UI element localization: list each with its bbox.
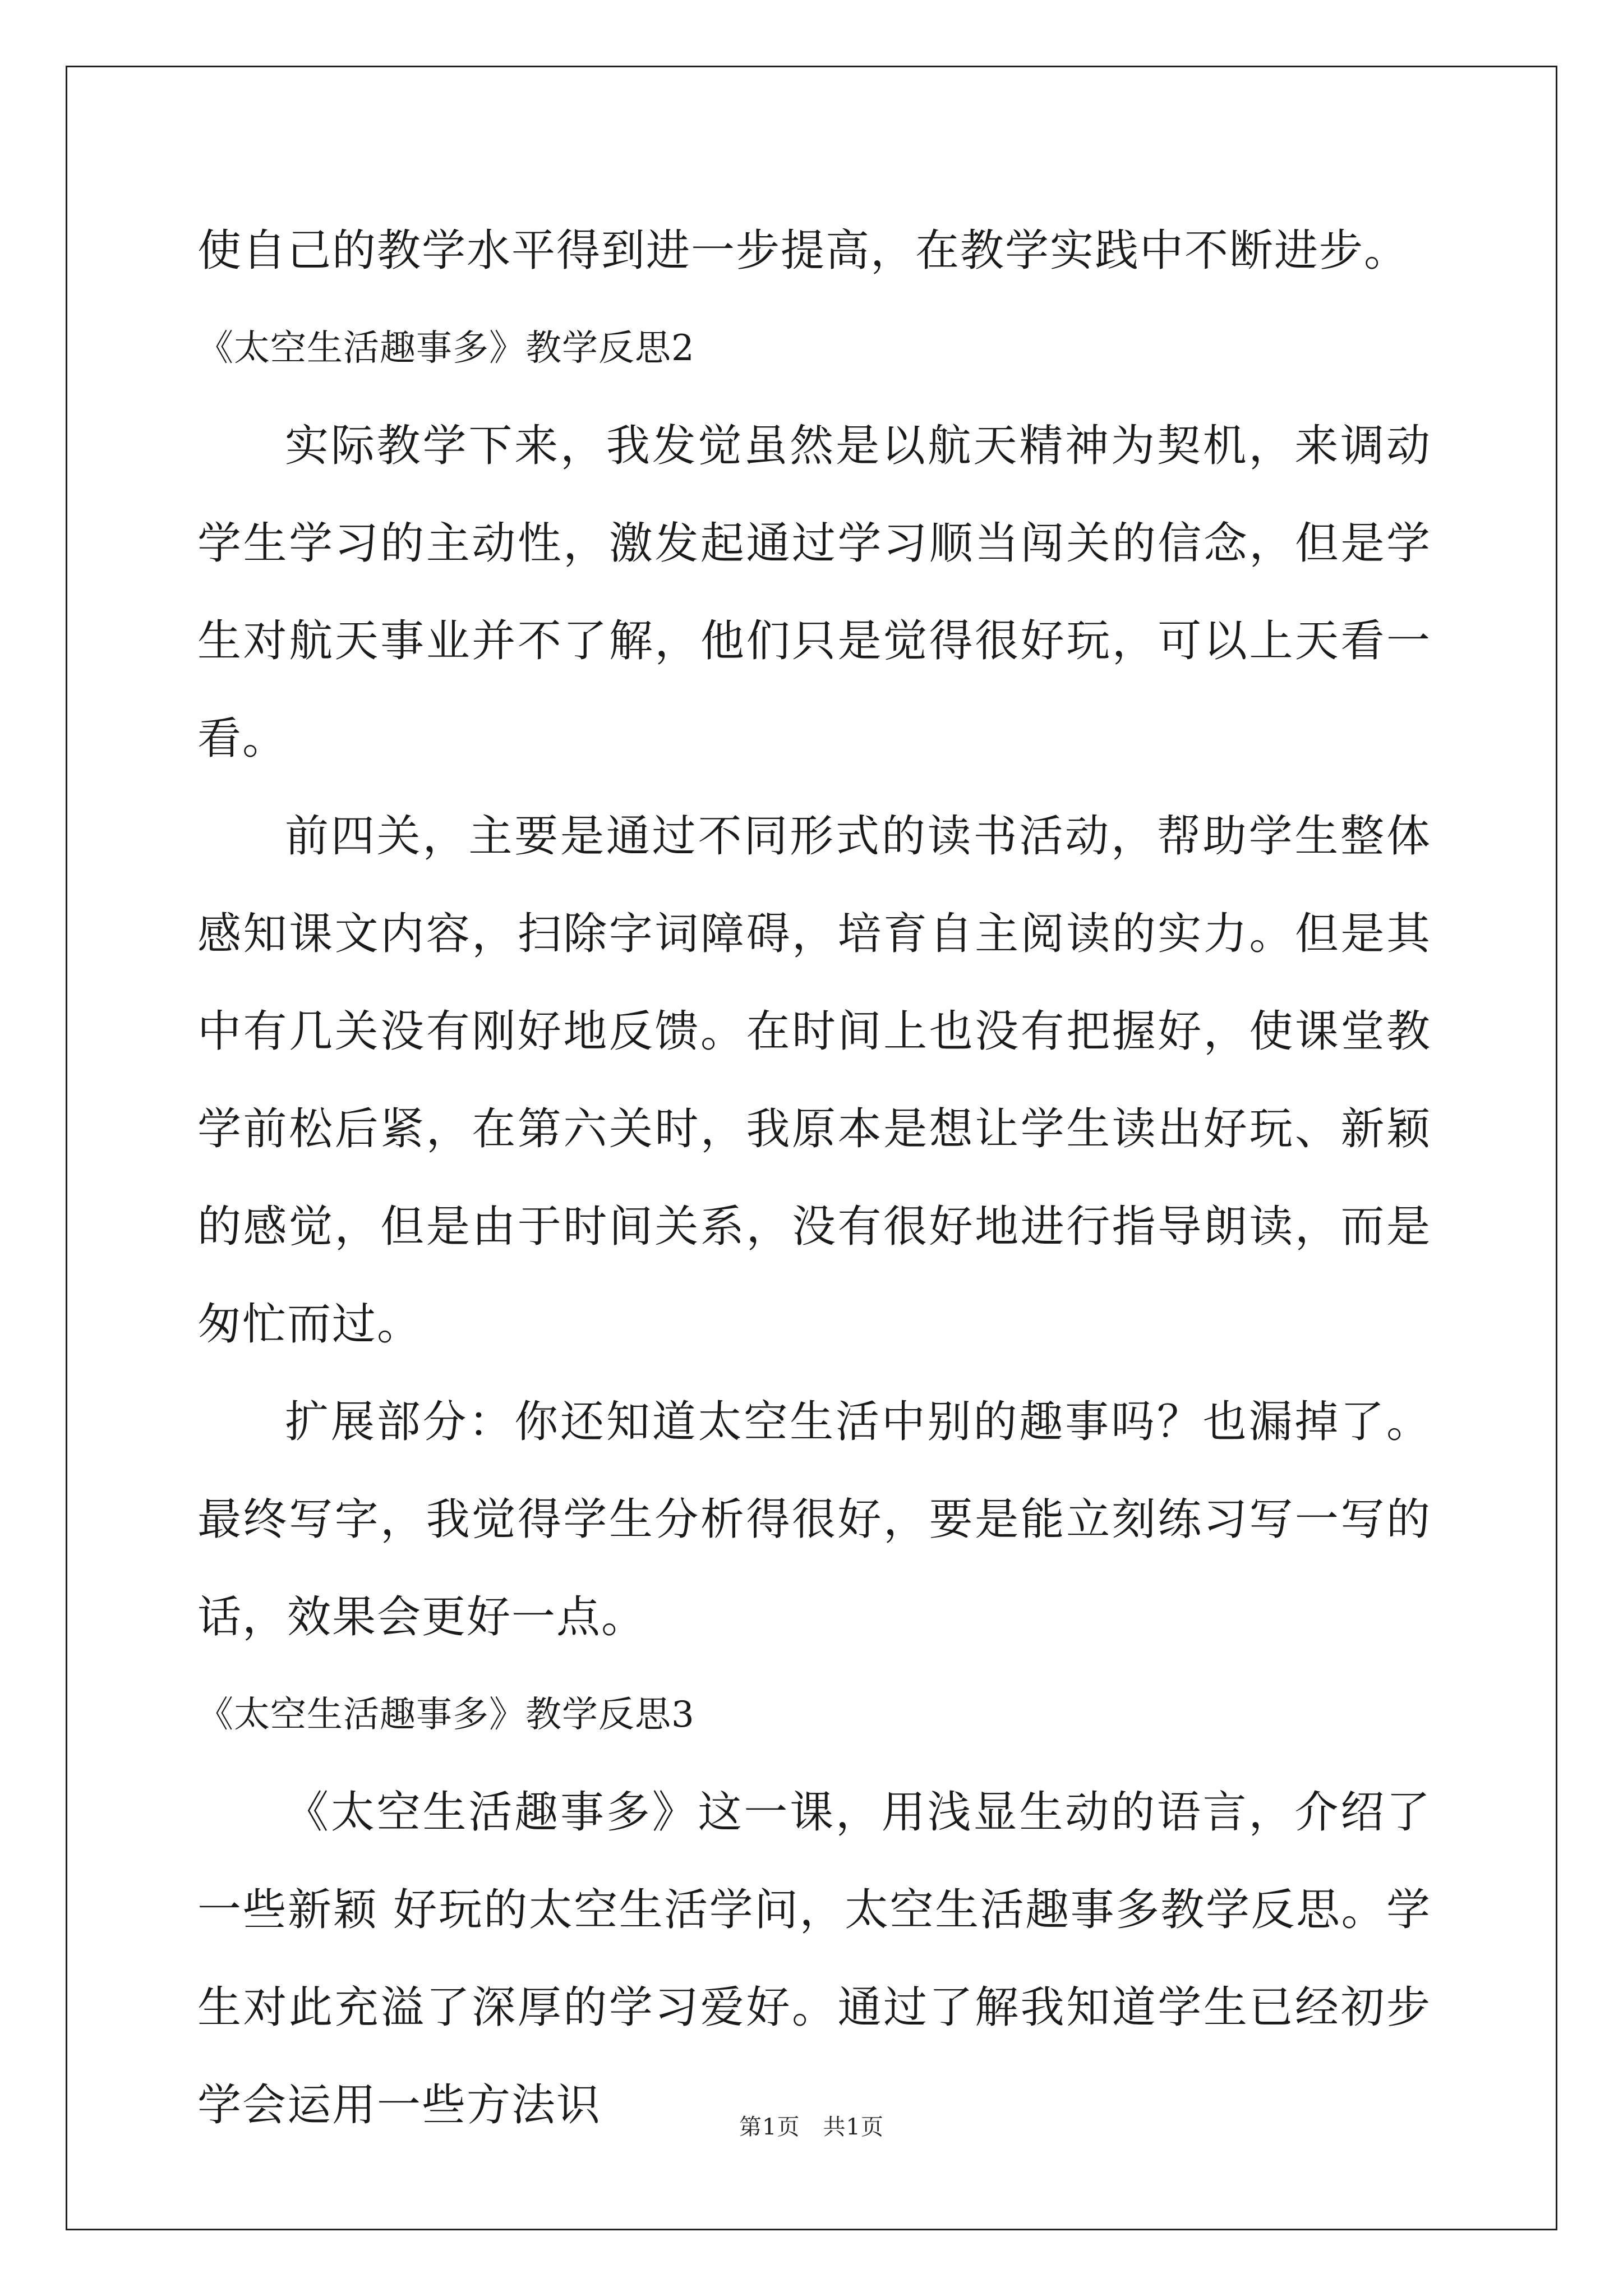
paragraph: 实际教学下来，我发觉虽然是以航天精神为契机，来调动学生学习的主动性，激发起通过学习顺当闯关的信念，但是学生对航天事业并不了解，他们只是觉得很好玩，可以上天看一看。	[197, 421, 1431, 764]
paragraph: 《太空生活趣事多》这一课，用浅显生动的语言，介绍了一些新颖 好玩的太空生活学问，太空生活趣事多教学反思。学生对此充溢了深厚的学习爱好。通过了解我知道学生已经初步学会运用一些方法识	[197, 1787, 1431, 2131]
section-heading-3: 《太空生活趣事多》教学反思3	[197, 1694, 695, 1736]
paragraph: 前四关，主要是通过不同形式的读书活动，帮助学生整体感知课文内容，扫除字词障碍，培育自主阅读的实力。但是其中有几关没有刚好地反馈。在时间上也没有把握好，使课堂教学前松后紧，在第六关时，我原本是想让学生读出好玩、新颖 的感觉，但是由于时间关系，没有很好地进行指导朗读，而是匆忙而过。	[197, 811, 1431, 1350]
paragraph-continuation: 使自己的教学水平得到进一步提高，在教学实践中不断进步。	[197, 226, 1409, 276]
paragraph: 扩展部分：你还知道太空生活中别的趣事吗？也漏掉了。最终写字，我觉得学生分析得很好，要是能立刻练习写一写的话，效果会更好一点。	[197, 1397, 1431, 1642]
document-body	[197, 202, 1431, 2154]
page-number-footer: 第1页 共1页	[739, 2114, 884, 2140]
section-heading-2: 《太空生活趣事多》教学反思2	[197, 328, 695, 369]
